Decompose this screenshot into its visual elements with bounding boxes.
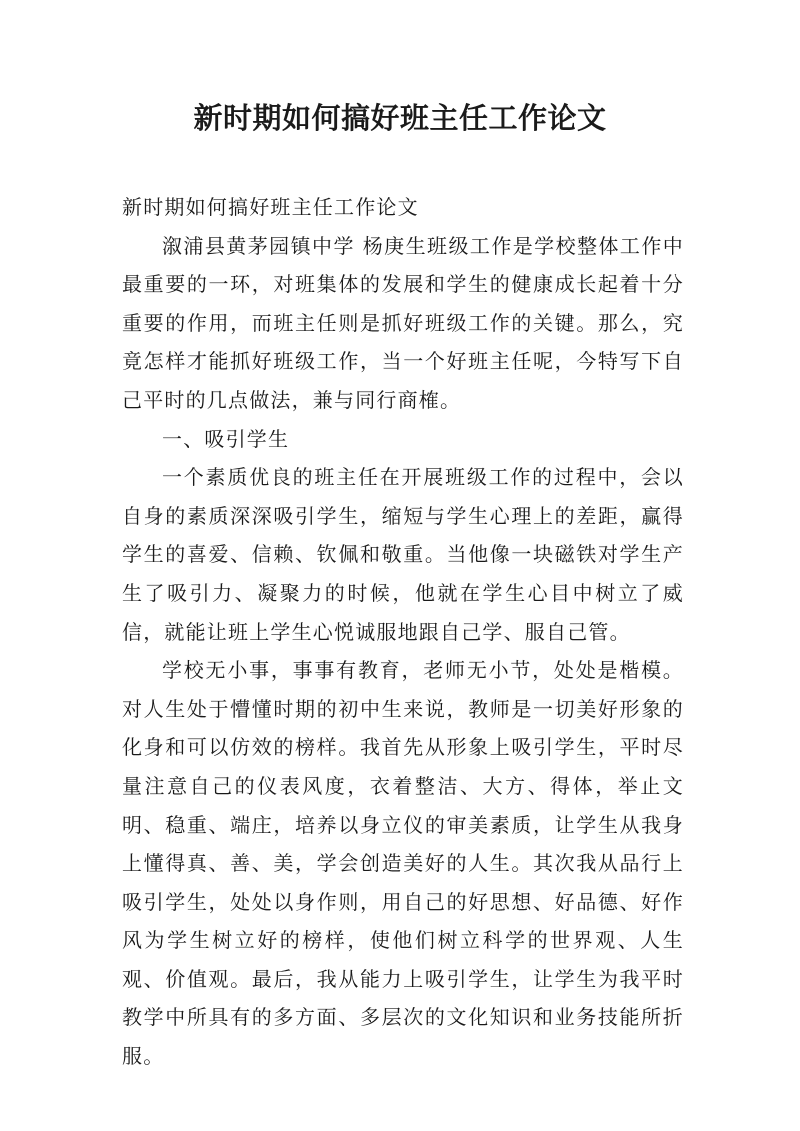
document-title: 新时期如何搞好班主任工作论文 [193,101,607,135]
body-heading: 新时期如何搞好班主任工作论文 [122,195,419,219]
intro-paragraph: 溆浦县黄茅园镇中学 杨庚生班级工作是学校整体工作中最重要的一环，对班集体的发展和学生的健康成长起着十分重要的作用，而班主任则是抓好班级工作的关键。那么，究竟怎样才能抓好班级工作，当一个好班主任呢，今特写下自己平时的几点做法，兼与同行商榷。 [122,233,684,412]
section-heading: 一、吸引学生 [162,426,290,451]
body-paragraph: 学校无小事，事事有教育，老师无小节，处处是楷模。对人生处于懵懂时期的初中生来说，教师是一切美好形象的化身和可以仿效的榜样。我首先从形象上吸引学生，平时尽量注意自己的仪表风度，衣着整洁、大方、得体，举止文明、稳重、端庄，培养以身立仪的审美素质，让学生从我身上懂得真、善、美，学会创造美好的人生。其次我从品行上吸引学生，处处以身作则，用自己的好思想、好品德、好作风为学生树立好的榜样，使他们树立科学的世界观、人生观、价值观。最后，我从能力上吸引学生，让学生为我平时教学中所具有的多方面、多层次的文化知识和业务技能所折服。 [122,658,684,1069]
body-paragraph: 一个素质优良的班主任在开展班级工作的过程中，会以自身的素质深深吸引学生，缩短与学生心理上的差距，赢得学生的喜爱、信赖、钦佩和敬重。当他像一块磁铁对学生产生了吸引力、凝聚力的时候，他就在学生心目中树立了威信，就能让班上学生心悦诚服地跟自己学、服自己管。 [122,465,684,644]
document-body [122,188,684,1076]
